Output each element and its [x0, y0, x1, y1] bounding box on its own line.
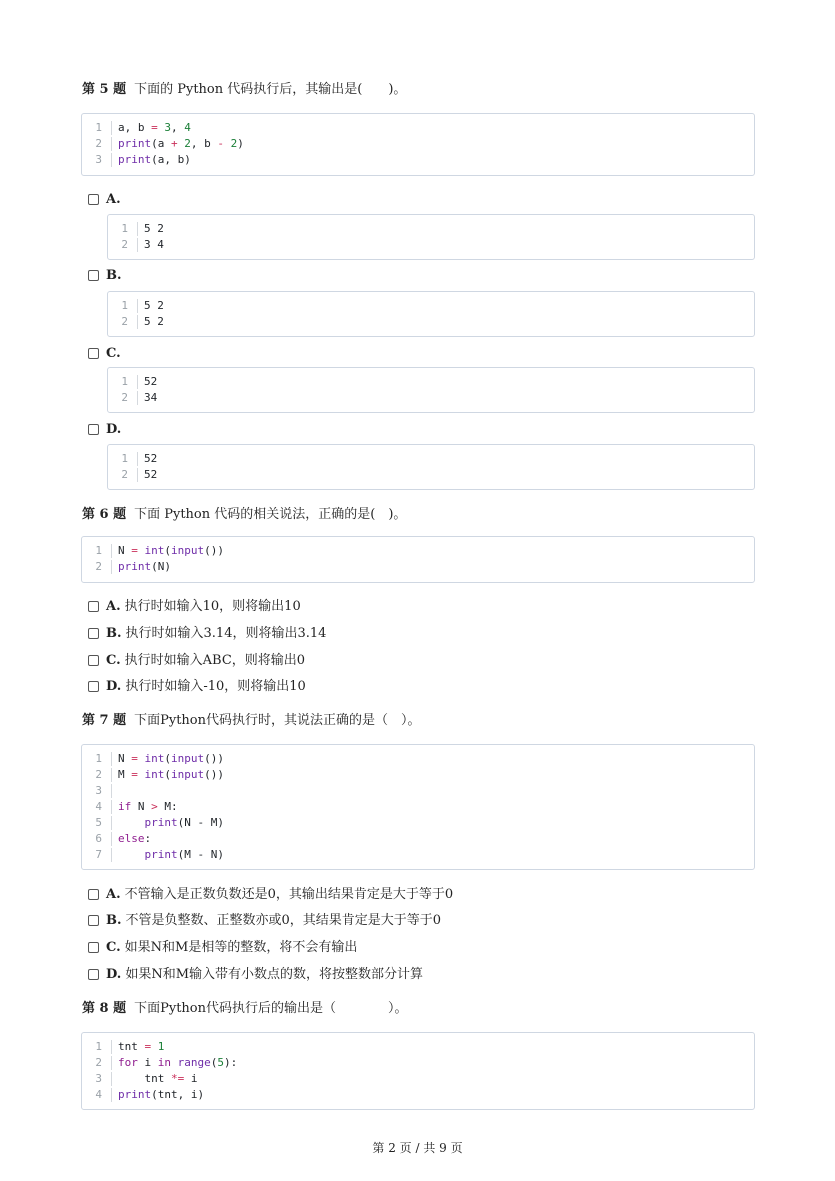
option-text: 如果N和M输入带有小数点的数，将按整数部分计算	[125, 967, 424, 982]
checkbox[interactable]	[88, 915, 99, 926]
code-block-q6: 1 N = int(input()) 2 print(N)	[81, 536, 755, 583]
option-text: 执行时如输入10，则将输出10	[124, 599, 301, 614]
code-line: tnt = 1	[118, 1040, 165, 1053]
option-d-code	[107, 444, 755, 490]
code-line: print(tnt, i)	[118, 1088, 205, 1101]
line-number: 2	[121, 468, 128, 481]
option-text: 如果N和M是相等的整数，将不会有输出	[124, 940, 358, 955]
code-line: 34	[144, 391, 158, 404]
checkbox[interactable]	[88, 681, 99, 692]
line-number: 1	[121, 222, 128, 235]
code-line: 52	[144, 375, 158, 388]
line-number: 2	[121, 391, 128, 404]
code-line: N = int(input())	[118, 752, 224, 765]
page-footer: 第 2 页 / 共 9 页	[372, 1141, 463, 1155]
code-line: M = int(input())	[118, 768, 224, 781]
question-8-title	[82, 1001, 408, 1017]
checkbox[interactable]	[88, 194, 99, 205]
option-a[interactable]: A.	[88, 192, 125, 208]
code-line: print(N - M)	[144, 816, 224, 829]
checkbox[interactable]	[88, 348, 99, 359]
question-number: 第 7 题	[82, 713, 127, 728]
checkbox[interactable]	[88, 628, 99, 639]
question-number: 第 5 题	[82, 82, 127, 97]
code-line: for i in range(5):	[118, 1056, 238, 1069]
code-line: print(N)	[118, 560, 171, 573]
question-number: 第 8 题	[82, 1001, 127, 1016]
code-line: print(a, b)	[118, 153, 191, 166]
option-b[interactable]: B. 不管是负整数、正整数亦或0，其结果肯定是大于等于0	[88, 913, 441, 929]
code-line: print(M - N)	[144, 848, 224, 861]
question-6-title	[82, 507, 406, 523]
option-a[interactable]: A. 不管输入是正数负数还是0，其输出结果肯定是大于等于0	[88, 887, 453, 903]
checkbox[interactable]	[88, 655, 99, 666]
option-text: 执行时如输入-10，则将输出10	[125, 679, 306, 694]
checkbox[interactable]	[88, 942, 99, 953]
code-block-q8: 1 tnt = 1 2 for i in range(5): 3 tnt *= i 4 print(tnt, i)	[81, 1032, 755, 1110]
option-b[interactable]: B.	[88, 268, 126, 284]
option-c[interactable]: C. 执行时如输入ABC，则将输出0	[88, 653, 305, 669]
line-number: 1	[121, 375, 128, 388]
code-line: 52	[144, 452, 158, 465]
question-5-title	[82, 82, 406, 98]
option-b[interactable]: B. 执行时如输入3.14，则将输出3.14	[88, 626, 326, 642]
line-number: 3	[95, 153, 102, 166]
line-number: 2	[95, 137, 102, 150]
code-line: 3 4	[144, 238, 164, 251]
code-line: else:	[118, 832, 152, 845]
code-line: 5 2	[144, 299, 164, 312]
question-7-title	[82, 713, 421, 729]
checkbox[interactable]	[88, 889, 99, 900]
question-text: 下面 Python 代码的相关说法，正确的是( )。	[134, 507, 407, 522]
code-line: print(a + 2, b - 2)	[118, 137, 244, 150]
code-line: if N > M:	[118, 800, 178, 813]
checkbox[interactable]	[88, 969, 99, 980]
question-text: 下面Python代码执行时，其说法正确的是（ ）。	[134, 713, 421, 728]
code-block-q7: 1 N = int(input()) 2 M = int(input()) 3 4 if N > M: 5 print(N - M) 6 else: 7 print(M - N)	[81, 744, 755, 870]
code-line: tnt *= i	[118, 1072, 198, 1085]
checkbox[interactable]	[88, 424, 99, 435]
question-number: 第 6 题	[82, 507, 127, 522]
question-text: 下面的 Python 代码执行后，其输出是( )。	[134, 82, 407, 97]
option-a[interactable]: A. 执行时如输入10，则将输出10	[88, 599, 301, 615]
option-text: 执行时如输入3.14，则将输出3.14	[125, 626, 327, 641]
line-number: 1	[121, 299, 128, 312]
option-c[interactable]: C.	[88, 346, 125, 362]
option-text: 不管输入是正数负数还是0，其输出结果肯定是大于等于0	[124, 887, 454, 902]
option-a-code	[107, 214, 755, 260]
line-number: 2	[121, 238, 128, 251]
option-c-code	[107, 367, 755, 413]
line-number: 1	[95, 121, 102, 134]
code-line: 5 2	[144, 315, 164, 328]
code-line: 52	[144, 468, 158, 481]
checkbox[interactable]	[88, 270, 99, 281]
option-c[interactable]: C. 如果N和M是相等的整数，将不会有输出	[88, 940, 357, 956]
code-block-q5	[81, 113, 755, 176]
code-line: a, b = 3, 4	[118, 121, 191, 134]
option-text: 不管是负整数、正整数亦或0，其结果肯定是大于等于0	[125, 913, 442, 928]
option-d[interactable]: D. 如果N和M输入带有小数点的数，将按整数部分计算	[88, 967, 423, 983]
checkbox[interactable]	[88, 601, 99, 612]
option-b-code	[107, 291, 755, 337]
code-line: N = int(input())	[118, 544, 224, 557]
code-line: 5 2	[144, 222, 164, 235]
option-d[interactable]: D.	[88, 422, 125, 438]
option-d[interactable]: D. 执行时如输入-10，则将输出10	[88, 679, 306, 695]
question-text: 下面Python代码执行后的输出是（ ）。	[134, 1001, 408, 1016]
line-number: 2	[121, 315, 128, 328]
line-number: 1	[121, 452, 128, 465]
option-text: 执行时如输入ABC，则将输出0	[124, 653, 306, 668]
